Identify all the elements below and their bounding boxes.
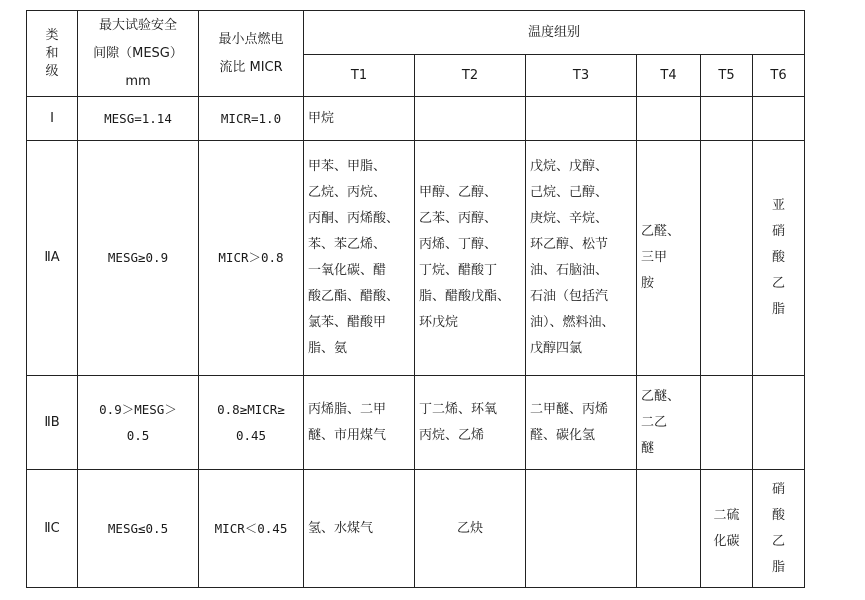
cell-micr: 0.8≥MICR≥ 0.45 [199,376,304,470]
cell-t6 [753,97,805,141]
cell-class: Ⅰ [27,97,78,141]
cell-t1: 氢、水煤气 [304,470,415,588]
header-temperature-group: 温度组别 [304,11,805,55]
cell-t2: 丁二烯、环氧 丙烷、乙烯 [415,376,526,470]
cell-t5 [701,376,753,470]
cell-micr: MICR＜0.45 [199,470,304,588]
cell-t5: 二硫 化碳 [701,470,753,588]
table-row [27,376,805,470]
table-row [27,470,805,588]
cell-class: ⅡA [27,141,78,376]
cell-t4 [637,470,701,588]
cell-t3 [526,470,637,588]
header-class-grade: 类 和 级 [27,11,78,97]
header-t5: T5 [701,55,753,97]
header-t4: T4 [637,55,701,97]
cell-t3: 二甲醚、丙烯 醛、碳化氢 [526,376,637,470]
cell-t1: 甲烷 [304,97,415,141]
cell-t6 [753,376,805,470]
table-row [27,141,805,376]
cell-t4 [637,97,701,141]
header-t6: T6 [753,55,805,97]
cell-t4: 乙醚、 二乙 醚 [637,376,701,470]
cell-t2: 乙炔 [415,470,526,588]
cell-mesg: MESG=1.14 [78,97,199,141]
gas-classification-table [26,10,805,588]
cell-t6: 硝 酸 乙 脂 [753,470,805,588]
cell-mesg: MESG≤0.5 [78,470,199,588]
table-row [27,97,805,141]
cell-t2 [415,97,526,141]
cell-micr: MICR=1.0 [199,97,304,141]
header-t2: T2 [415,55,526,97]
cell-class: ⅡB [27,376,78,470]
cell-t1: 甲苯、甲脂、 乙烷、丙烷、 丙酮、丙烯酸、 苯、苯乙烯、 一氧化碳、醋 酸乙酯、醋酸、 氯苯、醋酸甲 脂、氨 [304,141,415,376]
cell-micr: MICR＞0.8 [199,141,304,376]
cell-t6: 亚 硝 酸 乙 脂 [753,141,805,376]
cell-t1: 丙烯脂、二甲 醚、市用煤气 [304,376,415,470]
cell-t3: 戊烷、戊醇、 己烷、己醇、 庚烷、辛烷、 环乙醇、松节 油、石脑油、 石油（包括汽 油）、燃料油、 戊醇四氯 [526,141,637,376]
cell-t2: 甲醇、乙醇、 乙苯、丙醇、 丙烯、丁醇、 丁烷、醋酸丁 脂、醋酸戊酯、 环戊烷 [415,141,526,376]
header-t1: T1 [304,55,415,97]
header-micr: 最小点燃电 流比 MICR [199,11,304,97]
cell-mesg: MESG≥0.9 [78,141,199,376]
cell-t3 [526,97,637,141]
cell-t4: 乙醛、 三甲 胺 [637,141,701,376]
cell-mesg: 0.9＞MESG＞ 0.5 [78,376,199,470]
header-mesg: 最大试验安全 间隙（MESG）mm [78,11,199,97]
header-t3: T3 [526,55,637,97]
cell-t5 [701,97,753,141]
cell-class: ⅡC [27,470,78,588]
cell-t5 [701,141,753,376]
